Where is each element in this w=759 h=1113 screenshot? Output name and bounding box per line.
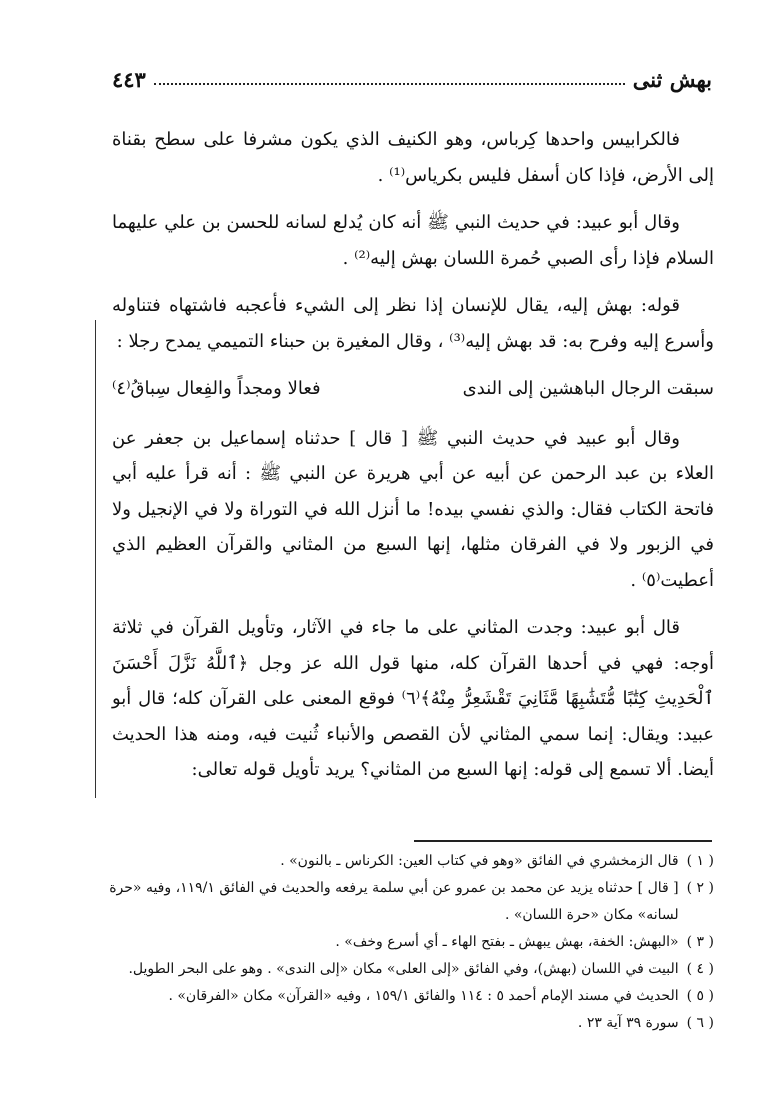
poetry-verse — [112, 371, 714, 407]
footnote-text: «البهش: الخفة، بهش يبهش ـ بفتح الهاء ـ أي أسرع وخف» . — [335, 934, 679, 950]
page-number: ٤٤٣ — [112, 67, 146, 92]
footnote-number: ( ١ ) — [686, 853, 714, 869]
paragraph-mathani: قال أبو عبيد: وجدت المثاني على ما جاء في الآثار، وتأويل القرآن في ثلاثة أوجه: فهي في أحدها القرآن كله، منها قول الله عز وجل ﴿ٱللَّهُ نَزَّلَ أَحْسَنَ ٱلْحَدِيثِ كِتَٰبًا مُّتَشَٰبِهًا مَّثَانِيَ تَقْشَعِرُّ مِنْهُ﴾⁽٦⁾ فوقع المعنى على القرآن كله؛ قال أبو عبيد: ويقال: إنما سمي المثاني لأن القصص والأنباء ثُنيت فيه، ومنه هذا الحديث أيضا. ألا تسمع إلى قوله: إنها السبع من المثاني؟ يريد تأويل قوله تعالى: — [112, 617, 714, 780]
footnote-item — [108, 983, 714, 1010]
footnote-item — [108, 875, 714, 929]
footnote-number: ( ٥ ) — [686, 988, 714, 1004]
verse-second-hemistich: فعالا ومجداً والفِعال سِباقُ⁽٤⁾ — [112, 378, 321, 399]
footnote-number: ( ٢ ) — [686, 880, 714, 896]
footnote-text: سورة ٣٩ آية ٢٣ . — [577, 1015, 679, 1031]
paragraph-bahash-meaning: قوله: بهش إليه، يقال للإنسان إذا نظر إلى الشيء فأعجبه فاشتهاه فتناوله وأسرع إليه وفرح به: قد بهش إليه⁽³⁾ ، وقال المغيرة بن حبناء التميمي يمدح رجلا : — [112, 295, 714, 352]
paragraph-karabis: فالكرابيس واحدها كِرباس، وهو الكنيف الذي يكون مشرفا على سطح بقناة إلى الأرض، فإذا كان أسفل فليس بكرياس⁽¹⁾ . — [112, 129, 714, 186]
footnote-number: ( ٦ ) — [686, 1015, 714, 1031]
verse-first-hemistich: سبقت الرجال الباهشين إلى الندى — [462, 378, 714, 399]
paragraph-hadith-hasan: وقال أبو عبيد: في حديث النبي ﷺ أنه كان يُدلع لسانه للحسن بن علي عليهما السلام فإذا رأى الصبي حُمرة اللسان بهش إليه⁽²⁾ . — [112, 212, 714, 269]
footnotes — [108, 848, 714, 1037]
footnote-item — [108, 929, 714, 956]
footnote-text: البيت في اللسان (بهش)، وفي الفائق «إلى العلى» مكان «إلى الندى» . وهو على البحر الطويل. — [128, 961, 679, 977]
footnote-text: [ قال ] حدثناه يزيد عن محمد بن عمرو عن أبي سلمة يرفعه والحديث في الفائق ١١٩/١، وفيه «حرة لسانه» مكان «حرة اللسان» . — [109, 880, 679, 923]
footnote-item — [108, 1010, 714, 1037]
footnote-item — [108, 956, 714, 983]
footnote-text: الحديث في مسند الإمام أحمد ٥ : ١١٤ والفائق ١٥٩/١ ، وفيه «القرآن» مكان «الفرقان» . — [168, 988, 679, 1004]
page-header — [112, 58, 712, 92]
main-text — [112, 122, 714, 800]
footnote-number: ( ٣ ) — [686, 934, 714, 950]
footnote-text: قال الزمخشري في الفائق «وهو في كتاب العين: الكرناس ـ بالنون» . — [280, 853, 679, 869]
paragraph-fatiha-hadith: وقال أبو عبيد في حديث النبي ﷺ [ قال ] حدثناه إسماعيل بن جعفر عن العلاء بن عبد الرحمن عن أبيه عن أبي هريرة عن النبي ﷺ : أنه قرأ عليه أبي فاتحة الكتاب فقال: والذي نفسي بيده! ما أنزل الله في التوراة ولا في الإنجيل ولا في الزبور ولا في الفرقان مثلها، إنها السبع من المثاني والقرآن العظيم الذي أعطيت⁽٥⁾ . — [112, 427, 714, 591]
header-dotted-leader — [154, 83, 625, 85]
margin-rule — [95, 320, 96, 798]
footnote-number: ( ٤ ) — [686, 961, 714, 977]
footnote-separator — [414, 840, 712, 842]
footnote-item — [108, 848, 714, 875]
running-title: بهش ثنى — [632, 67, 712, 92]
